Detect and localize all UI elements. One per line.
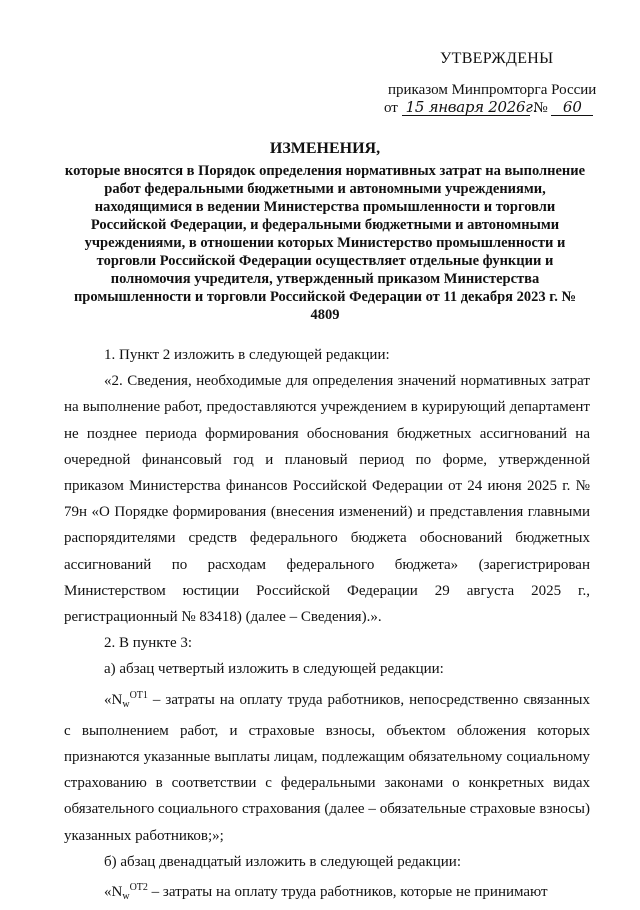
paragraph-7-text: – затраты на оплату труда работников, которые не принимают xyxy=(147,884,548,901)
handwritten-number: 60 xyxy=(551,99,593,116)
formula-subscript: w xyxy=(122,891,130,903)
paragraph-2: «2. Сведения, необходимые для определения значений нормативных затрат на выполнение работ, предоставляются учреждением в курирующий департамент не позднее периода формирования обоснования бюджетных ассигнований на очередной финансовый год и плановый период по форме, утвержденной приказом Министерства финансов Российской Федерации от 24 июня 2025 г. № 79н «О Порядке формирования (внесения изменений) и представления главными распорядителями средств федерального бюджета обоснований бюджетных ассигнований по расходам федерального бюджета» (зарегистрирован Министерством юстиции Российской Федерации 29 августа 2025 г., регистрационный № 83418) (далее – Сведения).». xyxy=(64,373,590,626)
paragraph-1: 1. Пункт 2 изложить в следующей редакции: xyxy=(104,347,390,363)
approval-date-line xyxy=(384,99,593,117)
paragraph-6: б) абзац двенадцатый изложить в следующей редакции: xyxy=(104,853,461,870)
formula-symbol xyxy=(104,882,148,903)
title-main: ИЗМЕНЕНИЯ, xyxy=(269,140,381,157)
document-body xyxy=(64,342,590,910)
paragraph-3: 2. В пункте 3: xyxy=(104,635,193,652)
date-prefix: от xyxy=(384,100,398,116)
handwritten-date: 15 января 2026г. xyxy=(402,99,530,116)
number-prefix: № xyxy=(533,100,548,116)
document-title xyxy=(60,140,590,324)
formula-letter: «N xyxy=(104,884,123,901)
approval-order-line: приказом Минпромторга России xyxy=(388,82,597,98)
formula-superscript: ОТ1 xyxy=(129,689,148,701)
title-subtitle: которые вносятся в Порядок определения нормативных затрат на выполнение работ федеральными бюджетными и автономными учреждениями, находящимися в ведении Министерства промышленности и торговли Российской Федерации, и федеральными бюджетными и автономными учреждениями, в отношении которых Министерство промышленности и торговли Российской Федерации осуществляет отдельные функции и полномочия учредителя, утвержденный приказом Министерства промышленности и торговли Российской Федерации от 11 декабря 2023 г. № 4809 xyxy=(64,163,586,323)
paragraph-5-text: – затраты на оплату труда работников, непосредственно связанных с выполнением работ, и страховые взносы, объектом обложения которых признаются указанные выплаты лицам, подлежащим обязательному социальному страхованию в соответствии с федеральными законами о конкретных видах обязательного социального страхования (далее – обязательные страховые взносы) указанных работников;»; xyxy=(64,691,590,844)
paragraph-5 xyxy=(64,683,590,849)
paragraph-4: а) абзац четвертый изложить в следующей редакции: xyxy=(104,661,444,678)
approval-heading: УТВЕРЖДЕНЫ xyxy=(440,50,554,67)
formula-subscript: w xyxy=(122,698,130,710)
formula-letter: «N xyxy=(104,691,123,708)
formula-symbol xyxy=(104,689,148,710)
formula-superscript: ОТ2 xyxy=(129,882,148,894)
